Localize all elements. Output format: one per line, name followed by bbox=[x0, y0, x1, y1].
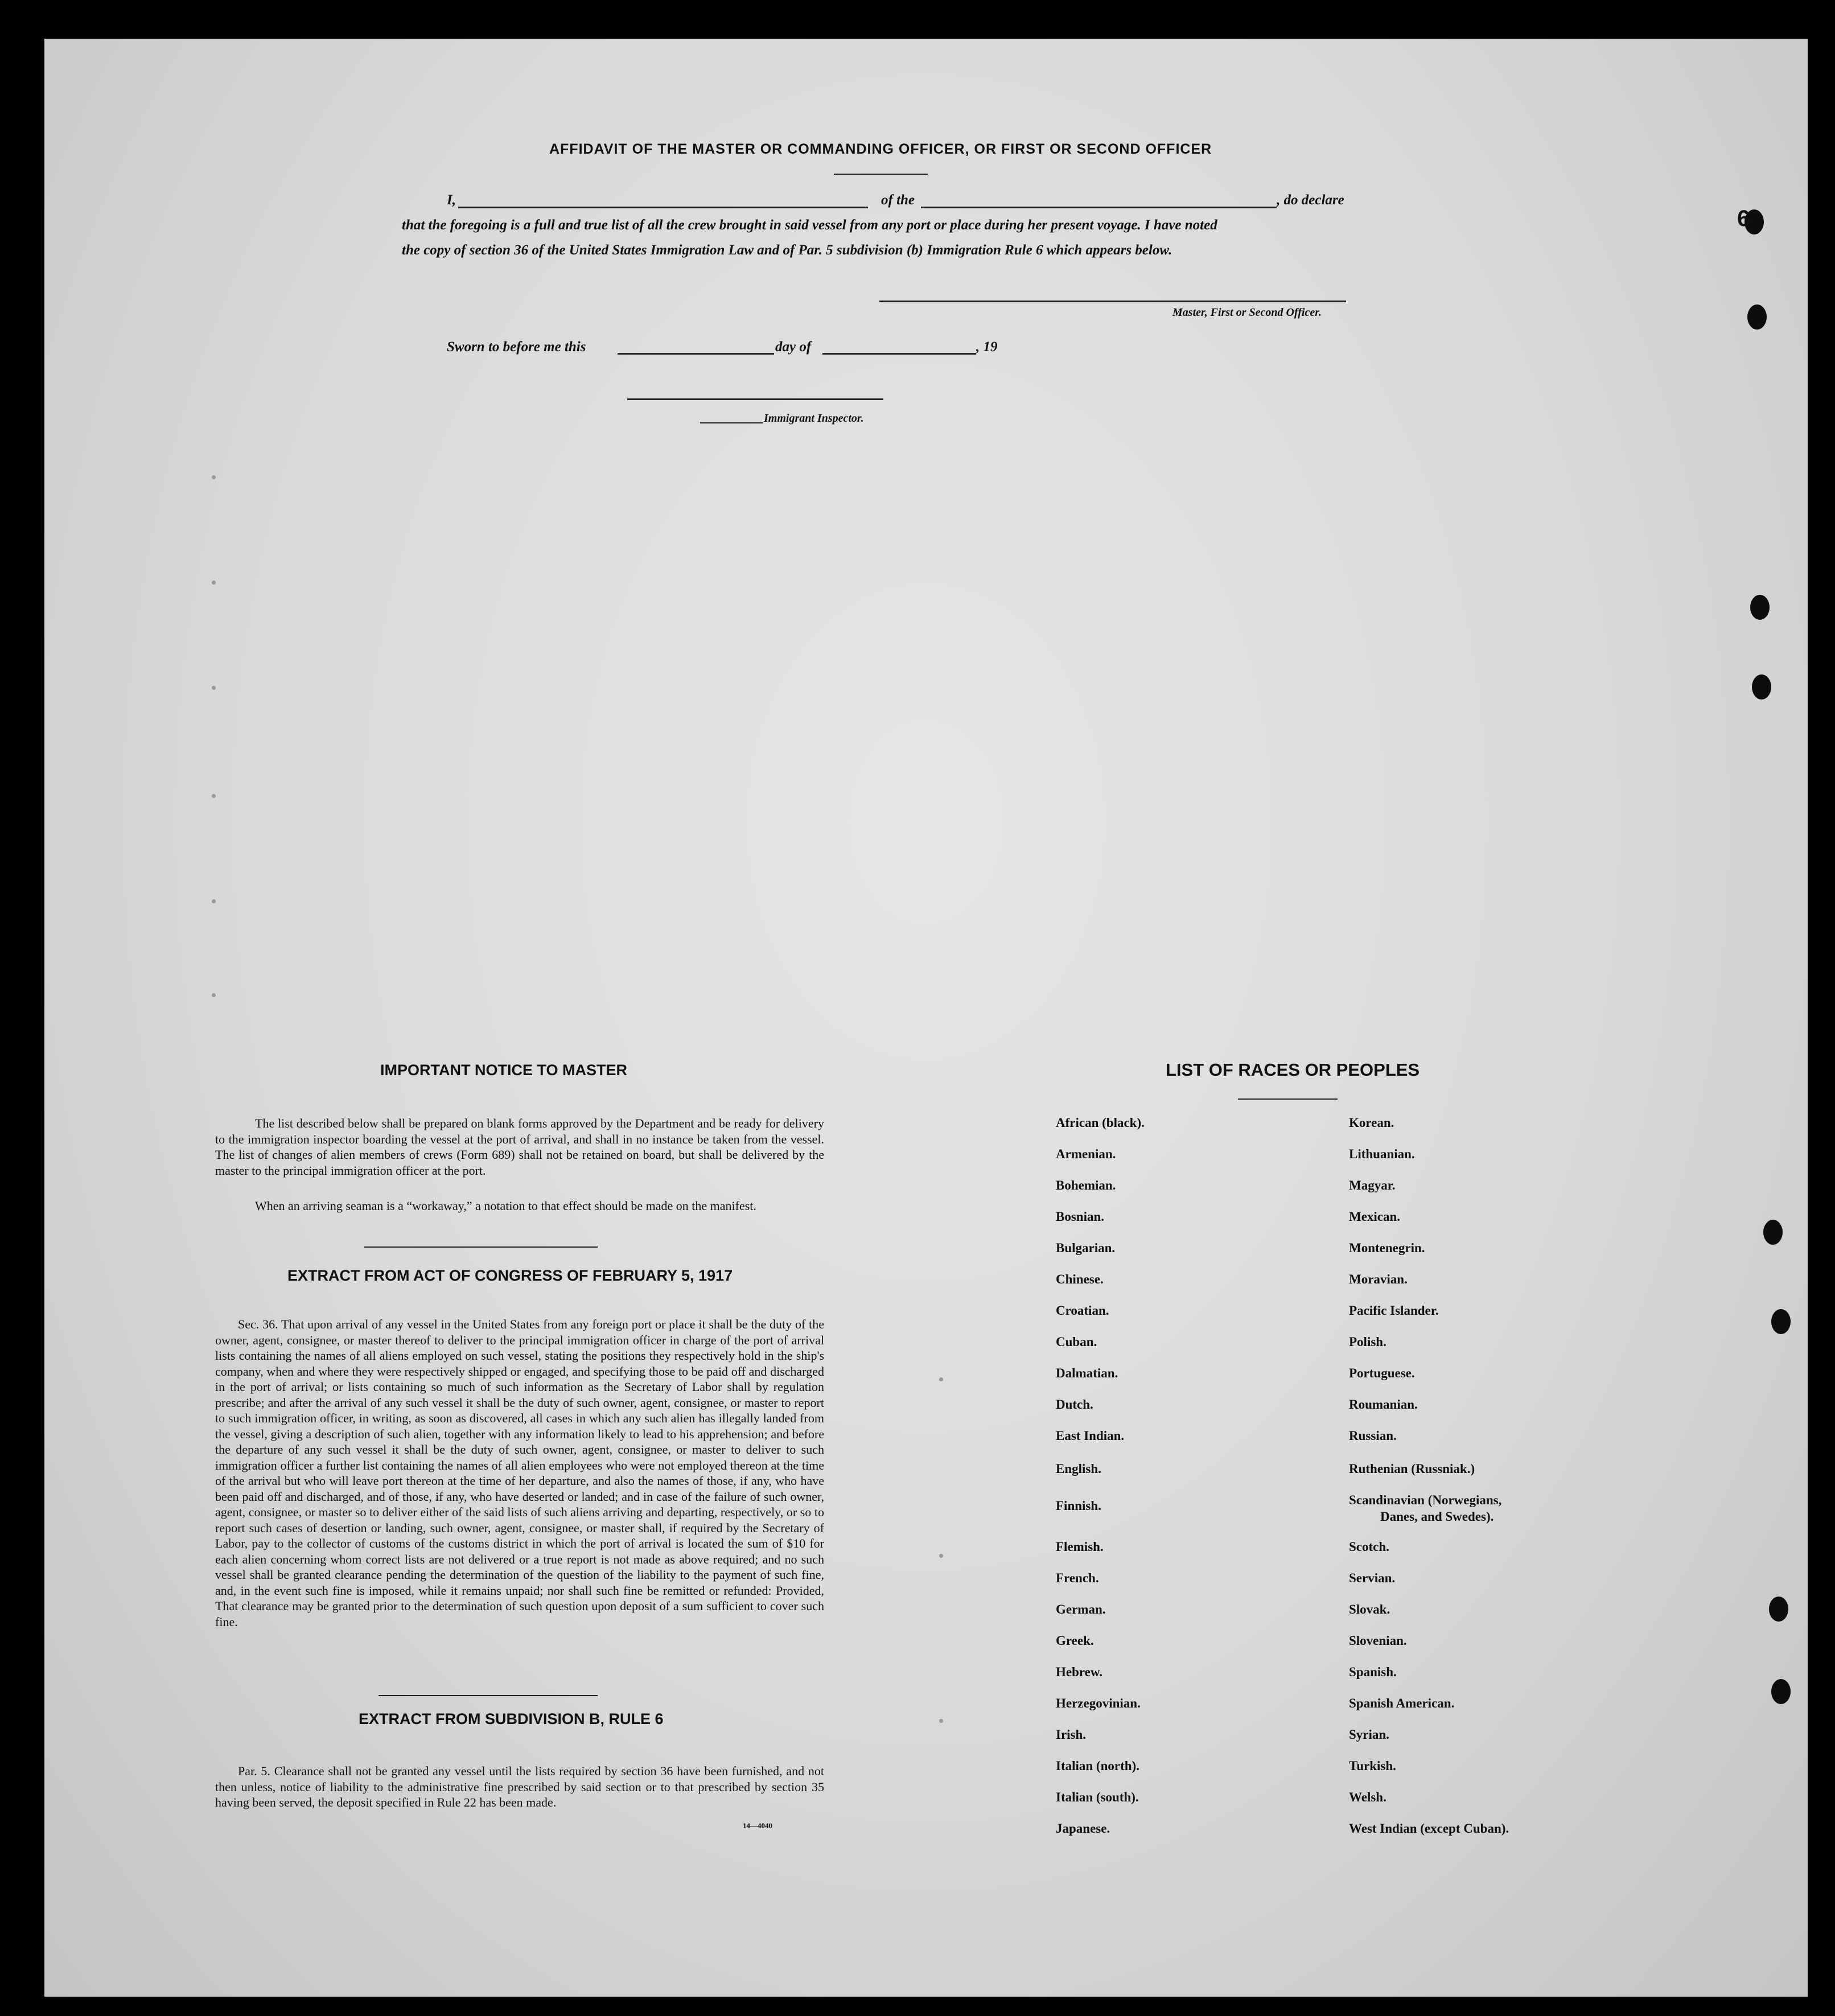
race-item: Slovak. bbox=[1349, 1602, 1390, 1616]
punch-hole bbox=[1752, 674, 1771, 700]
signature-caption: Master, First or Second Officer. bbox=[1172, 306, 1322, 319]
race-item: Servian. bbox=[1349, 1571, 1396, 1585]
vessel-blank[interactable] bbox=[921, 207, 1277, 208]
punch-hole bbox=[1771, 1309, 1791, 1334]
race-item: African (black). bbox=[1056, 1116, 1145, 1130]
race-item: Greek. bbox=[1056, 1634, 1094, 1648]
rule-extract-title: EXTRACT FROM SUBDIVISION B, RULE 6 bbox=[359, 1710, 664, 1727]
races-title: LIST OF RACES OR PEOPLES bbox=[1166, 1060, 1420, 1080]
race-item: Herzegovinian. bbox=[1056, 1696, 1141, 1710]
race-item: Italian (south). bbox=[1056, 1790, 1139, 1804]
race-item: English. bbox=[1056, 1462, 1101, 1476]
day-of-label: day of bbox=[775, 339, 812, 355]
race-item: Cuban. bbox=[1056, 1335, 1097, 1349]
race-item: Welsh. bbox=[1349, 1790, 1386, 1804]
punch-hole bbox=[1771, 1679, 1791, 1704]
race-item: Moravian. bbox=[1349, 1272, 1408, 1286]
race-item: Croatian. bbox=[1056, 1303, 1109, 1318]
section-divider bbox=[364, 1246, 598, 1248]
race-item: Spanish. bbox=[1349, 1665, 1397, 1679]
act-extract-text: Sec. 36. That upon arrival of any vessel in the United States from any foreign port or place it shall be the duty of the owner, agent, consignee, or master thereof to deliver to the principal immigration officer in charge of the port of arrival lists containing the names of all aliens employed on such vessel, stating the positions they respectively hold in the ship's company, when and where they were respectively shipped or engaged, and specifying those to be paid off and discharged in the port of arrival; or lists containing so much of such information as the Secretary of Labor shall by regulation prescribe; and after the arrival of any such vessel it shall be the duty of such owner, agent, consignee, or master to report to such immigration officer, in writing, as soon as discovered, all cases in which any such alien has illegally landed from the vessel, giving a description of such alien, together with any information likely to lead to his apprehension; and before the departure of any such vessel it shall be the duty of such owner, agent, consignee, or master to deliver to such immigration officer a further list containing the names of all alien employees who were not employed thereon at the time of the arrival but who will leave port thereon at the time of her departure, and also the names of those, if any, who have been paid off and discharged, and of those, if any, who have deserted or landed; and in case of the failure of such owner, agent, consignee, or master so to deliver either of the said lists of such aliens arriving and departing, respectively, or so to report such cases of desertion or landing, such owner, agent, consignee, or master shall, if required by the Secretary of Labor, pay to the collector of customs of the customs district in which the port of arrival is located the sum of $10 for each alien concerning whom correct lists are not delivered or a true report is not made as above required; and no such vessel shall be granted clearance pending the determination of the question of the liability to the payment of such fine, and, in the event such fine is imposed, while it remains unpaid; nor shall such fine be remitted or refunded: Provided, That clearance may be granted prior to the determination of such question upon deposit of a sum sufficient to cover such fine. bbox=[215, 1317, 824, 1629]
race-item: Bulgarian. bbox=[1056, 1241, 1116, 1255]
punch-hole bbox=[1750, 595, 1770, 620]
punch-hole bbox=[1769, 1597, 1788, 1622]
race-item: Magyar. bbox=[1349, 1178, 1396, 1192]
race-item: Russian. bbox=[1349, 1429, 1397, 1443]
race-item: Japanese. bbox=[1056, 1821, 1110, 1836]
title-rule bbox=[834, 174, 928, 175]
notice-title: IMPORTANT NOTICE TO MASTER bbox=[380, 1062, 627, 1079]
affidavit-declare-label: , do declare bbox=[1277, 192, 1344, 208]
name-blank[interactable] bbox=[458, 207, 868, 208]
race-item: Spanish American. bbox=[1349, 1696, 1455, 1710]
race-item: Bohemian. bbox=[1056, 1178, 1116, 1192]
sworn-day-blank[interactable] bbox=[618, 353, 774, 355]
punch-hole bbox=[1763, 1220, 1783, 1245]
year-label: , 19 bbox=[976, 339, 998, 355]
race-item: Portuguese. bbox=[1349, 1366, 1415, 1380]
races-title-rule bbox=[1238, 1098, 1338, 1100]
race-item: German. bbox=[1056, 1602, 1106, 1616]
sworn-month-blank[interactable] bbox=[822, 353, 976, 355]
act-extract-title: EXTRACT FROM ACT OF CONGRESS OF FEBRUARY 5, 1917 bbox=[287, 1267, 733, 1284]
form-number: 14—4040 bbox=[743, 1821, 772, 1830]
race-item: Scotch. bbox=[1349, 1540, 1389, 1554]
race-item: Roumanian. bbox=[1349, 1397, 1418, 1412]
race-item: East Indian. bbox=[1056, 1429, 1125, 1443]
margin-mark: 6 bbox=[1737, 206, 1750, 231]
punch-hole bbox=[1747, 305, 1767, 330]
race-item: Dutch. bbox=[1056, 1397, 1093, 1412]
race-item: Chinese. bbox=[1056, 1272, 1104, 1286]
inspector-short-line bbox=[700, 422, 763, 423]
race-item: Scandinavian (Norwegians, bbox=[1349, 1493, 1502, 1507]
race-item: Polish. bbox=[1349, 1335, 1386, 1349]
sworn-label: Sworn to before me this bbox=[447, 339, 586, 355]
race-item: West Indian (except Cuban). bbox=[1349, 1821, 1509, 1836]
race-item: French. bbox=[1056, 1571, 1099, 1585]
inspector-caption: Immigrant Inspector. bbox=[764, 412, 864, 425]
notice-paragraph-1: The list described below shall be prepared on blank forms approved by the Department and be ready for delivery to the immigration inspector boarding the vessel at the port of arrival, and shall in no instance be taken from the vessel. The list of changes of alien members of crews (Form 689) shall not be retained on board, but shall be delivered by the master to the principal immigration officer at the port. bbox=[215, 1116, 824, 1178]
race-item: Ruthenian (Russniak.) bbox=[1349, 1462, 1475, 1476]
affidavit-i-label: I, bbox=[447, 192, 456, 208]
race-item: Slovenian. bbox=[1349, 1634, 1407, 1648]
race-item: Finnish. bbox=[1056, 1499, 1101, 1513]
race-item: Syrian. bbox=[1349, 1727, 1389, 1742]
race-item: Turkish. bbox=[1349, 1759, 1396, 1773]
race-item: Dalmatian. bbox=[1056, 1366, 1118, 1380]
form-page bbox=[44, 39, 1808, 1997]
notice-paragraph-2: When an arriving seaman is a “workaway,” a notation to that effect should be made on the manifest. bbox=[255, 1199, 756, 1213]
affidavit-text-line2: that the foregoing is a full and true list of all the crew brought in said vessel from any port or place during her present voyage. I have noted bbox=[402, 217, 1217, 233]
affidavit-text-line3: the copy of section 36 of the United States Immigration Law and of Par. 5 subdivision (b) Immigration Rule 6 which appears below. bbox=[402, 242, 1172, 258]
race-item: Lithuanian. bbox=[1349, 1147, 1415, 1161]
race-item: Pacific Islander. bbox=[1349, 1303, 1439, 1318]
race-item: Hebrew. bbox=[1056, 1665, 1102, 1679]
race-item: Flemish. bbox=[1056, 1540, 1104, 1554]
inspector-signature-line[interactable] bbox=[627, 398, 883, 400]
race-item: Korean. bbox=[1349, 1116, 1394, 1130]
race-item: Bosnian. bbox=[1056, 1209, 1105, 1224]
race-item: Armenian. bbox=[1056, 1147, 1116, 1161]
affidavit-of-the-label: of the bbox=[881, 192, 915, 208]
race-item: Irish. bbox=[1056, 1727, 1087, 1742]
race-item: Montenegrin. bbox=[1349, 1241, 1425, 1255]
race-item: Italian (north). bbox=[1056, 1759, 1139, 1773]
section-divider bbox=[378, 1695, 598, 1696]
rule-extract-text: Par. 5. Clearance shall not be granted any vessel until the lists required by section 36 have been furnished, and not then unless, notice of liability to the administrative fine prescribed by said section or to that prescribed by section 35 having been served, the deposit specified in Rule 22 has been made. bbox=[215, 1764, 824, 1809]
signature-line[interactable] bbox=[879, 301, 1346, 302]
affidavit-title: AFFIDAVIT OF THE MASTER OR COMMANDING OFFICER, OR FIRST OR SECOND OFFICER bbox=[549, 141, 1212, 157]
race-item: Mexican. bbox=[1349, 1209, 1401, 1224]
race-item-continuation: Danes, and Swedes). bbox=[1380, 1509, 1494, 1524]
